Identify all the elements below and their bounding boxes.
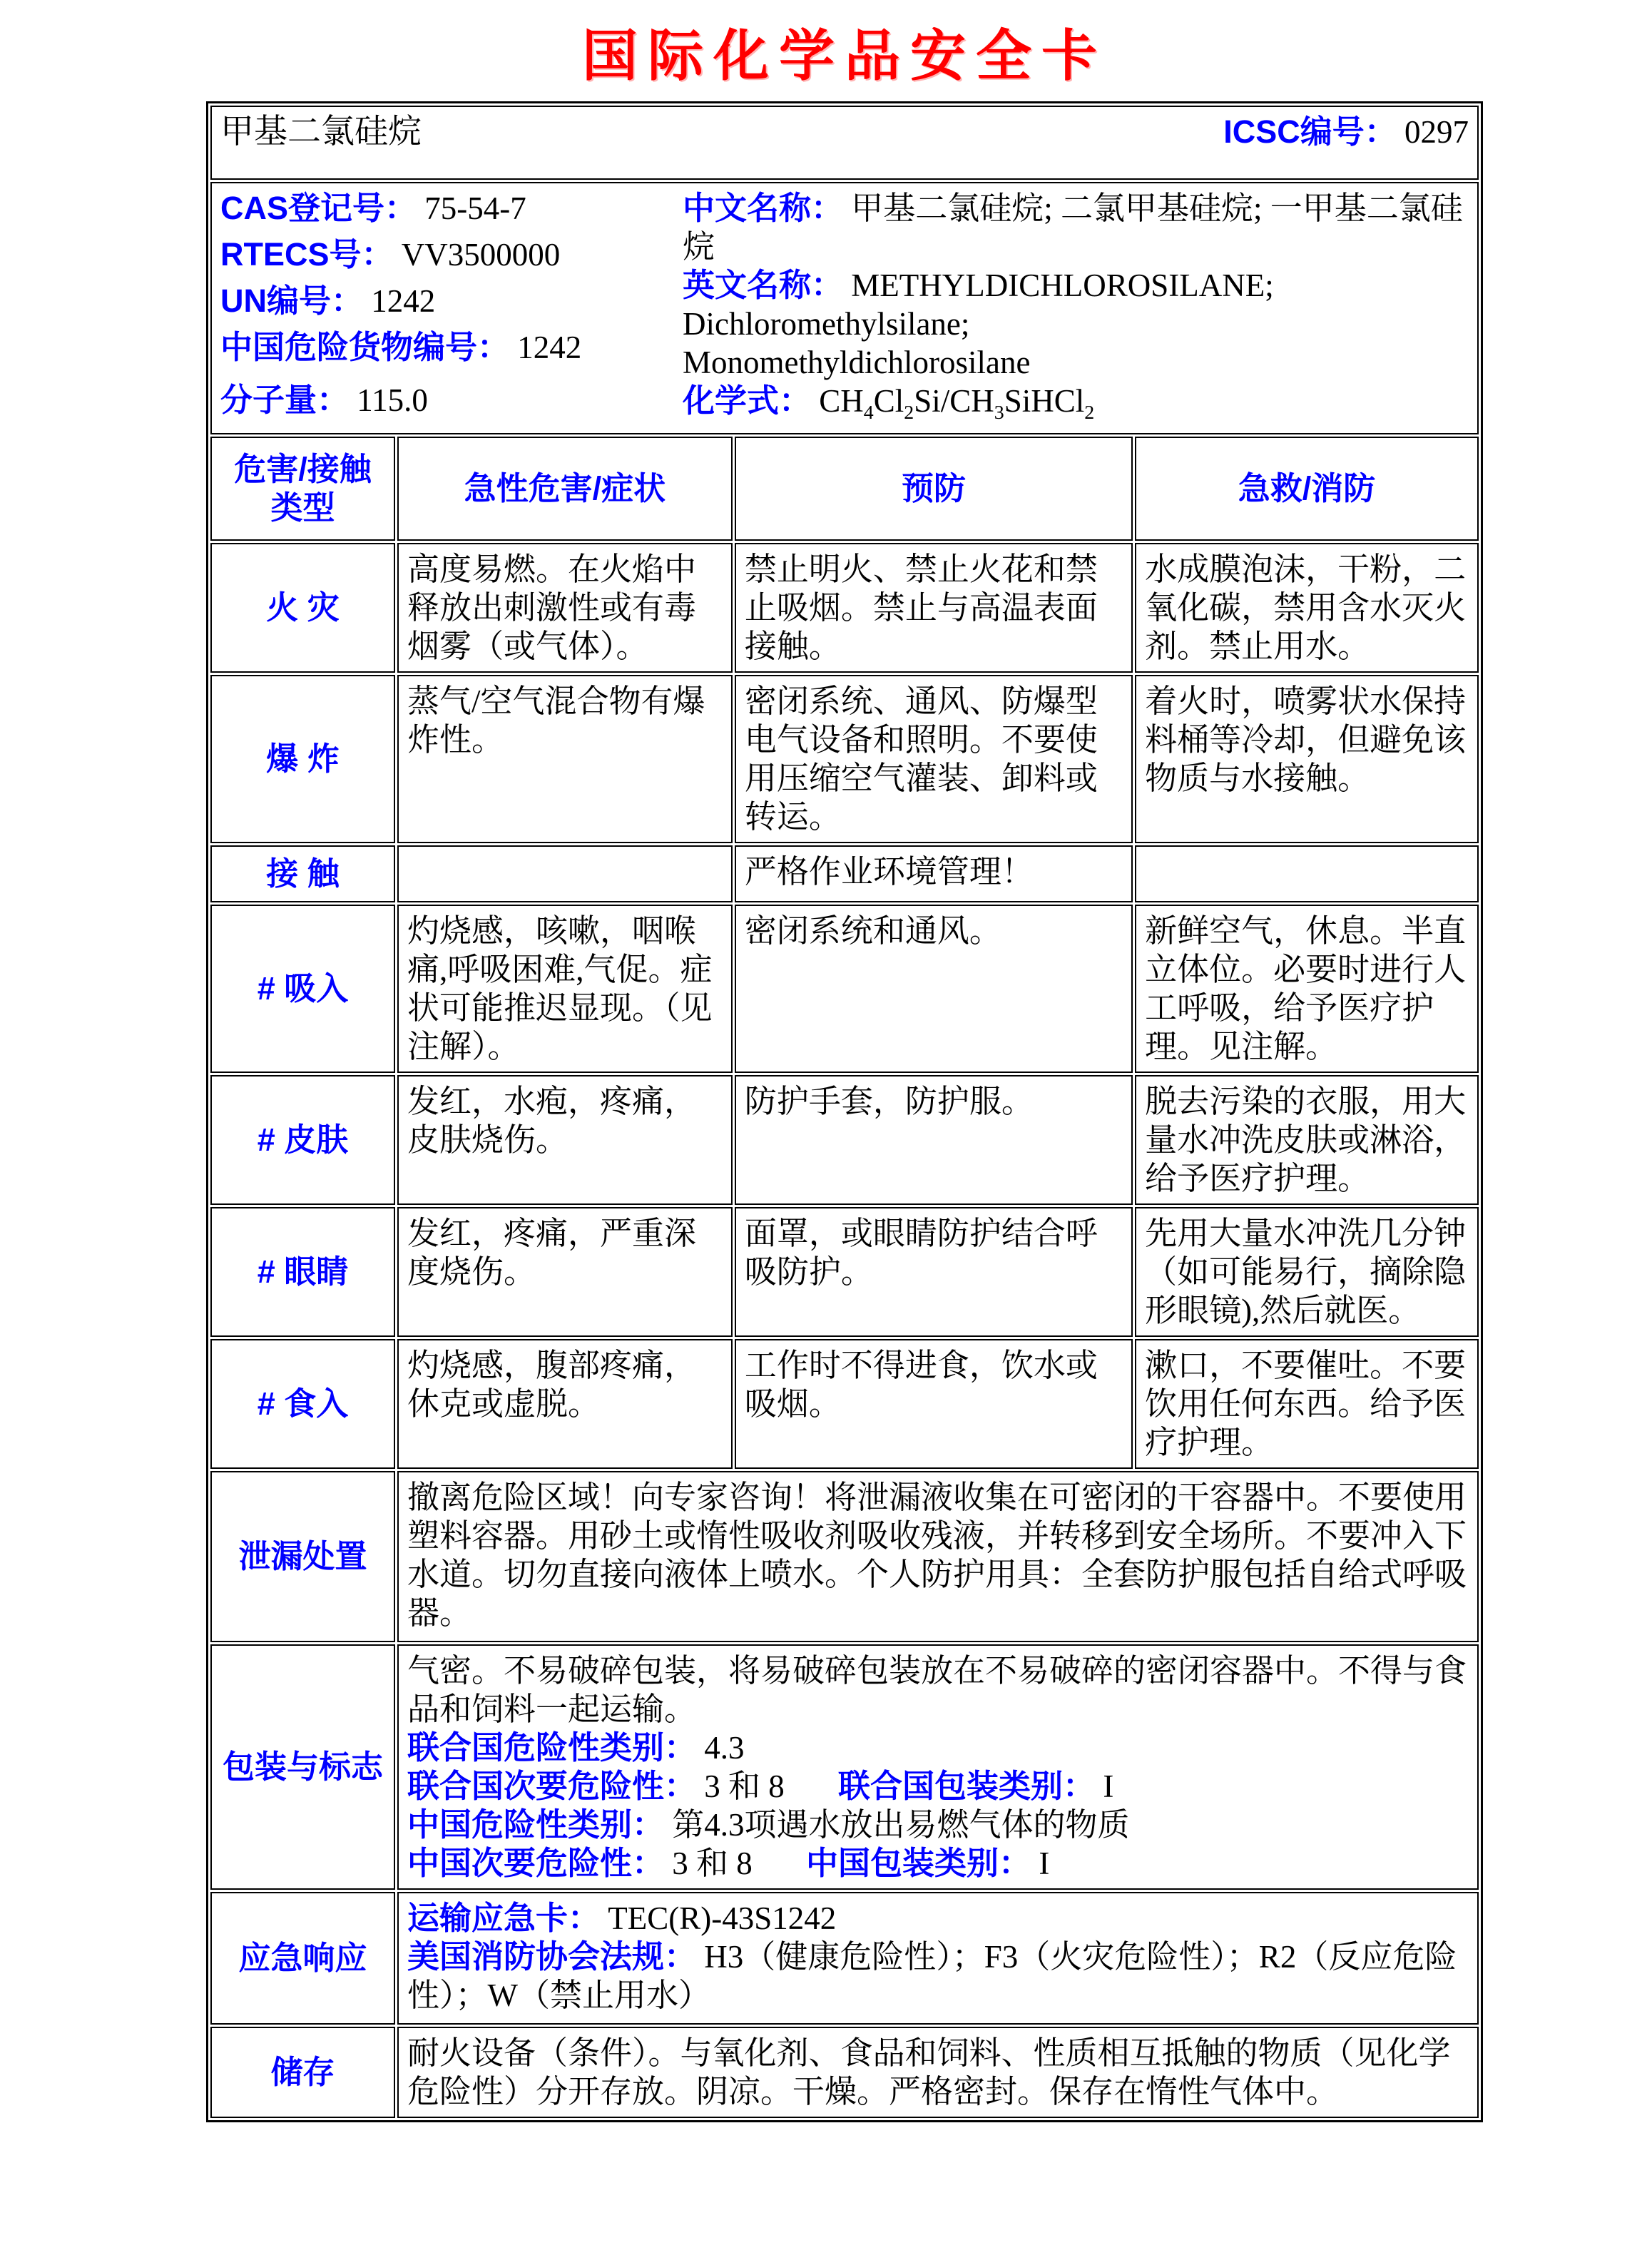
field-value: I (1039, 1846, 1050, 1881)
packaging-line-un-sub (407, 1767, 1469, 1806)
prevention-cell: 严格作业环境管理！ (735, 845, 1133, 902)
prevention-cell: 工作时不得进食，饮水或吸烟。 (735, 1339, 1133, 1469)
identifier-line-un (220, 282, 683, 320)
hazard-type-label: # 吸入 (210, 905, 395, 1073)
icsc-number-value: 0297 (1404, 114, 1469, 150)
english-name-value: Dichloromethylsilane; (683, 306, 970, 342)
hazard-type-label: 接 触 (210, 845, 395, 902)
packaging-line-cn-sub (407, 1844, 1469, 1883)
chemical-formula-value: $CH_4Cl_2Si/CH_3SiHCl_2$ (819, 383, 1095, 424)
first-aid-cell: 新鲜空气，休息。半直立体位。必要时进行人工呼吸，给予医疗护理。见注解。 (1135, 905, 1479, 1073)
column-header-symptoms: 急性危害/症状 (397, 437, 733, 541)
card-header-row (210, 106, 1479, 180)
hazard-row-skin (210, 1075, 1479, 1205)
identifier-list (220, 189, 683, 427)
identifier-line-cas (220, 189, 683, 228)
emergency-response-cell (397, 1892, 1479, 2025)
section-label: 储存 (210, 2027, 395, 2118)
field-label: 中国次要危险性： (407, 1845, 665, 1881)
hazard-type-label: # 食入 (210, 1339, 395, 1469)
section-label: 泄漏处置 (210, 1471, 395, 1642)
prevention-cell: 密闭系统、通风、防爆型电气设备和照明。不要使用压缩空气灌装、卸料或转运。 (735, 675, 1133, 843)
field-value: 第4.3项遇水放出易燃气体的物质 (672, 1807, 1130, 1843)
hazard-row-contact (210, 845, 1479, 902)
field-value: I (1103, 1768, 1114, 1804)
column-header-prevention: 预防 (735, 437, 1133, 541)
field-label: 美国消防协会法规： (407, 1938, 697, 1975)
identifier-label: 中国危险货物编号： (220, 329, 510, 365)
icsc-number-label: ICSC编号： (1223, 113, 1397, 150)
hazard-row-explosion (210, 675, 1479, 843)
prevention-cell: 防护手套，防护服。 (735, 1075, 1133, 1205)
column-header-first-aid: 急救/消防 (1135, 437, 1479, 541)
identifier-value: 75-54-7 (424, 190, 526, 226)
symptoms-cell: 发红，水疱，疼痛，皮肤烧伤。 (397, 1075, 733, 1205)
chemical-formula-label: 化学式： (683, 382, 812, 419)
storage-row (210, 2027, 1479, 2118)
hazard-row-ingestion (210, 1339, 1479, 1469)
english-name-value: Monomethyldichlorosilane (683, 345, 1031, 380)
identifier-label: CAS登记号： (220, 190, 417, 226)
names-block (683, 189, 1469, 427)
identifier-line-china-dg (220, 328, 683, 367)
prevention-cell: 禁止明火、禁止火花和禁止吸烟。禁止与高温表面接触。 (735, 543, 1133, 673)
first-aid-cell (1135, 845, 1479, 902)
packaging-labeling-row (210, 1644, 1479, 1890)
packaging-line-un-class (407, 1729, 1469, 1767)
hazard-type-label: 爆 炸 (210, 675, 395, 843)
card-header-cell (210, 106, 1479, 180)
identity-row (210, 182, 1479, 434)
emergency-line-tec (407, 1899, 1469, 1938)
chemical-formula-line (683, 382, 1469, 424)
chinese-name-value: 甲基二氯硅烷; 二氯甲基硅烷; 一甲基二氯硅烷 (683, 190, 1463, 265)
identifier-label: RTECS号： (220, 236, 394, 273)
symptoms-cell: 高度易燃。在火焰中释放出刺激性或有毒烟雾（或气体）。 (397, 543, 733, 673)
table-header-row (210, 437, 1479, 541)
storage-text: 耐火设备（条件）。与氧化剂、食品和饲料、性质相互抵触的物质（见化学危险性）分开存放。阴凉。干燥。严格密封。保存在惰性气体中。 (397, 2027, 1479, 2118)
hazard-type-label: 火 灾 (210, 543, 395, 673)
hazard-row-eyes (210, 1207, 1479, 1337)
field-label: 联合国次要危险性： (407, 1768, 697, 1804)
first-aid-cell: 脱去污染的衣服，用大量水冲洗皮肤或淋浴，给予医疗护理。 (1135, 1075, 1479, 1205)
symptoms-cell: 灼烧感，咳嗽，咽喉痛,呼吸困难,气促。症状可能推迟显现。（见注解）。 (397, 905, 733, 1073)
symptoms-cell: 发红，疼痛，严重深度烧伤。 (397, 1207, 733, 1337)
packaging-intro: 气密。不易破碎包装，将易破碎包装放在不易破碎的密闭容器中。不得与食品和饲料一起运输。 (407, 1653, 1467, 1727)
spill-disposal-text: 撤离危险区域！向专家咨询！将泄漏液收集在可密闭的干容器中。不要使用塑料容器。用砂土或惰性吸收剂吸收残液，并转移到安全场所。不要冲入下水道。切勿直接向液体上喷水。个人防护用具：全套防护服包括自给式呼吸器。 (397, 1471, 1479, 1642)
page-title: 国际化学品安全卡 (581, 25, 1107, 87)
symptoms-cell: 灼烧感，腹部疼痛，休克或虚脱。 (397, 1339, 733, 1469)
column-header-hazard-type: 危害/接触 类型 (210, 437, 395, 541)
packaging-line-cn-class (407, 1806, 1469, 1844)
chinese-name-line (683, 189, 1469, 266)
english-name-label: 英文名称： (683, 267, 844, 303)
hazard-row-inhalation (210, 905, 1479, 1073)
first-aid-cell: 着火时，喷雾状水保持料桶等冷却，但避免该物质与水接触。 (1135, 675, 1479, 843)
identifier-line-molweight (220, 381, 683, 419)
packaging-labeling-cell (397, 1644, 1479, 1890)
substance-name: 甲基二氯硅烷 (220, 113, 422, 151)
section-label: 应急响应 (210, 1892, 395, 2025)
identity-cell (210, 182, 1479, 434)
icsc-card (206, 101, 1483, 2122)
first-aid-cell: 漱口，不要催吐。不要饮用任何东西。给予医疗护理。 (1135, 1339, 1479, 1469)
field-value: 4.3 (704, 1730, 745, 1766)
icsc-number-group (1223, 113, 1469, 151)
identifier-value: 115.0 (357, 382, 428, 418)
field-label: 中国包装类别： (806, 1845, 1031, 1881)
field-value: 3 和 8 (672, 1846, 753, 1881)
hazard-type-label: # 眼睛 (210, 1207, 395, 1337)
english-name-line (683, 266, 1469, 382)
hazard-row-fire (210, 543, 1479, 673)
prevention-cell: 面罩，或眼睛防护结合呼吸防护。 (735, 1207, 1133, 1337)
section-label: 包装与标志 (210, 1644, 395, 1890)
english-name-value: METHYLDICHLOROSILANE; (851, 268, 1274, 303)
identifier-value: VV3500000 (401, 237, 561, 273)
identifier-label: 分子量： (220, 382, 350, 418)
identifier-line-rtecs (220, 235, 683, 274)
identifier-label: UN编号： (220, 282, 363, 319)
field-label: 运输应急卡： (407, 1900, 601, 1936)
symptoms-cell: 蒸气/空气混合物有爆炸性。 (397, 675, 733, 843)
first-aid-cell: 先用大量水冲洗几分钟（如可能易行，摘除隐形眼镜),然后就医。 (1135, 1207, 1479, 1337)
first-aid-cell: 水成膜泡沫，干粉，二氧化碳，禁用含水灭火剂。禁止用水。 (1135, 543, 1479, 673)
field-value: 3 和 8 (704, 1768, 785, 1804)
field-value: TEC(R)-43S1242 (608, 1900, 837, 1936)
hazard-type-label: # 皮肤 (210, 1075, 395, 1205)
chinese-name-label: 中文名称： (683, 190, 844, 226)
emergency-response-row (210, 1892, 1479, 2025)
identifier-value: 1242 (517, 330, 582, 365)
field-value: H3（健康危险性）；F3（火灾危险性）；R2（反应危险性）；W（禁止用水） (407, 1939, 1457, 2013)
emergency-line-nfpa (407, 1938, 1469, 2015)
spill-disposal-row (210, 1471, 1479, 1642)
field-label: 联合国危险性类别： (407, 1729, 697, 1766)
prevention-cell: 密闭系统和通风。 (735, 905, 1133, 1073)
field-label: 联合国包装类别： (838, 1768, 1096, 1804)
field-label: 中国危险性类别： (407, 1806, 665, 1843)
identifier-value: 1242 (371, 283, 436, 319)
symptoms-cell (397, 845, 733, 902)
